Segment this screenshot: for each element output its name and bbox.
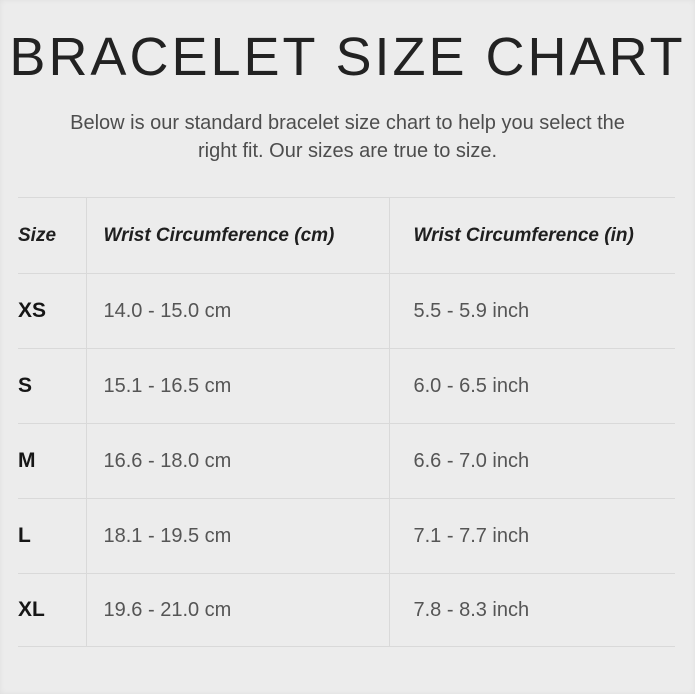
wrist-in-value: 7.1 - 7.7 inch (389, 499, 675, 574)
wrist-in-value: 6.6 - 7.0 inch (389, 424, 675, 499)
table-row-xs (18, 274, 675, 349)
table-row-l (18, 499, 675, 574)
column-header-size: Size (18, 224, 57, 246)
wrist-in-value: 6.0 - 6.5 inch (389, 349, 675, 424)
size-label: M (18, 449, 36, 472)
wrist-in-value: 7.8 - 8.3 inch (389, 574, 675, 647)
wrist-cm-value: 15.1 - 16.5 cm (86, 349, 389, 424)
wrist-cm-value: 14.0 - 15.0 cm (86, 274, 389, 349)
wrist-cm-value: 19.6 - 21.0 cm (86, 574, 389, 647)
wrist-cm-value: 16.6 - 18.0 cm (86, 424, 389, 499)
table-row-xl (18, 574, 675, 647)
column-header-wrist-cm: Wrist Circumference (cm) (86, 198, 389, 274)
table-row-s (18, 349, 675, 424)
column-header-wrist-in: Wrist Circumference (in) (389, 198, 675, 274)
size-label: XL (18, 598, 45, 621)
table-header-row (18, 198, 675, 274)
table-row-m (18, 424, 675, 499)
wrist-cm-value: 18.1 - 19.5 cm (86, 499, 389, 574)
wrist-in-value: 5.5 - 5.9 inch (389, 274, 675, 349)
page-title: BRACELET SIZE CHART (9, 27, 686, 87)
size-label: XS (18, 299, 47, 322)
size-label: S (18, 374, 33, 397)
size-label: L (18, 524, 31, 547)
size-chart-table (18, 197, 675, 647)
page-subtitle: Below is our standard bracelet size chart to help you select the right fit. Our sizes are true to size. (70, 112, 625, 162)
